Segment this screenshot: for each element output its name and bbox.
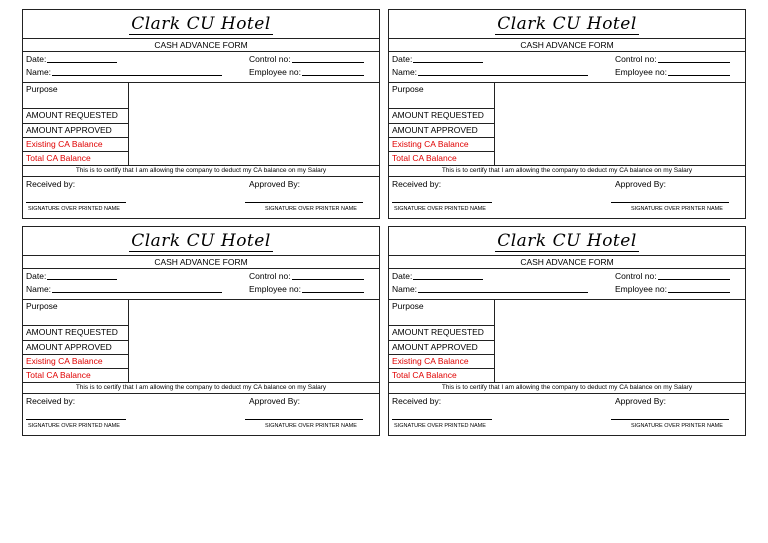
employee-no-line [668, 283, 730, 293]
received-by-label: Received by: [26, 396, 76, 406]
received-signature-caption: SIGNATURE OVER PRINTED NAME [28, 206, 120, 212]
received-by-label: Received by: [26, 179, 76, 189]
purpose-label: Purpose [392, 84, 424, 94]
control-no-line [292, 53, 364, 63]
cash-advance-form [22, 9, 380, 219]
date-row [389, 51, 745, 65]
hotel-logo [389, 231, 745, 255]
grid-divider [128, 300, 129, 382]
cut-line [389, 435, 745, 436]
employee-no-line [668, 66, 730, 76]
control-no-label: Control no: [615, 271, 657, 281]
amount-approved-label: AMOUNT APPROVED [26, 342, 112, 352]
existing-ca-balance-cell [389, 354, 494, 368]
existing-ca-balance-cell [389, 137, 494, 151]
employee-no-field[interactable] [615, 283, 730, 295]
amount-approved-cell [389, 123, 494, 137]
hotel-logo [23, 231, 379, 255]
date-label: Date: [26, 271, 47, 281]
date-label: Date: [392, 271, 413, 281]
amount-grid [389, 299, 745, 382]
approved-signature-caption: SIGNATURE OVER PRINTER NAME [265, 423, 357, 429]
approved-signature-caption: SIGNATURE OVER PRINTER NAME [631, 206, 723, 212]
date-row [389, 268, 745, 282]
received-signature-caption: SIGNATURE OVER PRINTED NAME [394, 206, 486, 212]
control-no-line [658, 270, 730, 280]
date-field[interactable] [26, 53, 117, 65]
date-line [47, 53, 117, 63]
certify-statement: This is to certify that I am allowing the company to deduct my CA balance on my Salary [23, 165, 379, 177]
grid-divider [128, 83, 129, 165]
total-ca-balance-label: Total CA Balance [26, 153, 91, 163]
grid-divider [494, 300, 495, 382]
hotel-name: Clark CU Hotel [131, 14, 271, 34]
signature-section [389, 393, 745, 437]
hotel-name: Clark CU Hotel [497, 14, 637, 34]
amount-requested-cell [389, 325, 494, 340]
date-line [413, 53, 483, 63]
name-row [389, 65, 745, 79]
control-no-line [658, 53, 730, 63]
employee-no-label: Employee no: [249, 284, 301, 294]
total-ca-balance-label: Total CA Balance [392, 370, 457, 380]
name-line [418, 283, 588, 293]
amount-requested-label: AMOUNT REQUESTED [26, 327, 118, 337]
signature-section [23, 176, 379, 220]
employee-no-field[interactable] [615, 66, 730, 78]
received-signature-line[interactable] [26, 419, 126, 420]
received-signature-line[interactable] [26, 202, 126, 203]
name-label: Name: [392, 67, 418, 77]
hotel-logo [23, 14, 379, 38]
employee-no-field[interactable] [249, 283, 364, 295]
name-field[interactable] [26, 283, 222, 295]
signature-section [389, 176, 745, 220]
amount-requested-label: AMOUNT REQUESTED [26, 110, 118, 120]
purpose-cell [23, 83, 128, 108]
name-line [52, 66, 222, 76]
purpose-cell [23, 300, 128, 325]
total-ca-balance-cell [23, 151, 128, 165]
employee-no-label: Employee no: [615, 67, 667, 77]
amount-approved-cell [23, 340, 128, 354]
control-no-field[interactable] [249, 53, 364, 65]
received-by-label: Received by: [392, 179, 442, 189]
purpose-label: Purpose [26, 84, 58, 94]
date-label: Date: [392, 54, 413, 64]
existing-ca-balance-cell [23, 137, 128, 151]
purpose-cell [389, 83, 494, 108]
control-no-label: Control no: [249, 54, 291, 64]
approved-by-label: Approved By: [615, 179, 667, 189]
amount-approved-label: AMOUNT APPROVED [392, 125, 478, 135]
amount-approved-cell [389, 340, 494, 354]
amount-approved-label: AMOUNT APPROVED [26, 125, 112, 135]
total-ca-balance-cell [389, 368, 494, 382]
name-row [23, 65, 379, 79]
cash-advance-form [22, 226, 380, 436]
hotel-logo [389, 14, 745, 38]
name-field[interactable] [392, 283, 588, 295]
total-ca-balance-label: Total CA Balance [392, 153, 457, 163]
control-no-label: Control no: [249, 271, 291, 281]
name-row [23, 282, 379, 296]
date-field[interactable] [392, 53, 483, 65]
employee-no-label: Employee no: [615, 284, 667, 294]
received-signature-caption: SIGNATURE OVER PRINTED NAME [394, 423, 486, 429]
cut-line [389, 218, 745, 219]
approved-by-label: Approved By: [249, 396, 301, 406]
control-no-label: Control no: [615, 54, 657, 64]
certify-statement: This is to certify that I am allowing the company to deduct my CA balance on my Salary [389, 382, 745, 394]
cash-advance-form [388, 226, 746, 436]
name-field[interactable] [26, 66, 222, 78]
name-line [52, 283, 222, 293]
existing-ca-balance-label: Existing CA Balance [26, 356, 103, 366]
date-field[interactable] [392, 270, 483, 282]
date-line [47, 270, 117, 280]
employee-no-line [302, 283, 364, 293]
name-field[interactable] [392, 66, 588, 78]
received-signature-line[interactable] [392, 419, 492, 420]
employee-no-label: Employee no: [249, 67, 301, 77]
cash-advance-form [388, 9, 746, 219]
amount-requested-label: AMOUNT REQUESTED [392, 110, 484, 120]
amount-approved-cell [23, 123, 128, 137]
form-title: CASH ADVANCE FORM [389, 38, 745, 51]
approved-signature-caption: SIGNATURE OVER PRINTER NAME [265, 206, 357, 212]
existing-ca-balance-label: Existing CA Balance [26, 139, 103, 149]
received-signature-caption: SIGNATURE OVER PRINTED NAME [28, 423, 120, 429]
amount-requested-cell [389, 108, 494, 123]
amount-grid [389, 82, 745, 165]
control-no-line [292, 270, 364, 280]
date-label: Date: [26, 54, 47, 64]
date-line [413, 270, 483, 280]
approved-by-label: Approved By: [615, 396, 667, 406]
existing-ca-balance-label: Existing CA Balance [392, 139, 469, 149]
form-title: CASH ADVANCE FORM [389, 255, 745, 268]
amount-requested-cell [23, 325, 128, 340]
hotel-name: Clark CU Hotel [497, 231, 637, 251]
approved-signature-caption: SIGNATURE OVER PRINTER NAME [631, 423, 723, 429]
name-label: Name: [26, 284, 52, 294]
name-line [418, 66, 588, 76]
received-signature-line[interactable] [392, 202, 492, 203]
existing-ca-balance-label: Existing CA Balance [392, 356, 469, 366]
name-row [389, 282, 745, 296]
date-field[interactable] [26, 270, 117, 282]
purpose-label: Purpose [392, 301, 424, 311]
name-label: Name: [392, 284, 418, 294]
control-no-field[interactable] [249, 270, 364, 282]
employee-no-line [302, 66, 364, 76]
form-title: CASH ADVANCE FORM [23, 255, 379, 268]
approved-by-label: Approved By: [249, 179, 301, 189]
approved-signature-line[interactable] [245, 202, 363, 203]
control-no-field[interactable] [615, 53, 730, 65]
form-title: CASH ADVANCE FORM [23, 38, 379, 51]
certify-statement: This is to certify that I am allowing the company to deduct my CA balance on my Salary [389, 165, 745, 177]
grid-divider [494, 83, 495, 165]
existing-ca-balance-cell [23, 354, 128, 368]
amount-grid [23, 299, 379, 382]
amount-approved-label: AMOUNT APPROVED [392, 342, 478, 352]
date-row [23, 51, 379, 65]
amount-grid [23, 82, 379, 165]
amount-requested-label: AMOUNT REQUESTED [392, 327, 484, 337]
approved-signature-line[interactable] [611, 202, 729, 203]
received-by-label: Received by: [392, 396, 442, 406]
approved-signature-line[interactable] [611, 419, 729, 420]
employee-no-field[interactable] [249, 66, 364, 78]
hotel-name: Clark CU Hotel [131, 231, 271, 251]
approved-signature-line[interactable] [245, 419, 363, 420]
cut-line [23, 218, 379, 219]
total-ca-balance-label: Total CA Balance [26, 370, 91, 380]
purpose-cell [389, 300, 494, 325]
purpose-label: Purpose [26, 301, 58, 311]
control-no-field[interactable] [615, 270, 730, 282]
total-ca-balance-cell [389, 151, 494, 165]
cut-line [23, 435, 379, 436]
name-label: Name: [26, 67, 52, 77]
amount-requested-cell [23, 108, 128, 123]
total-ca-balance-cell [23, 368, 128, 382]
date-row [23, 268, 379, 282]
certify-statement: This is to certify that I am allowing the company to deduct my CA balance on my Salary [23, 382, 379, 394]
signature-section [23, 393, 379, 437]
